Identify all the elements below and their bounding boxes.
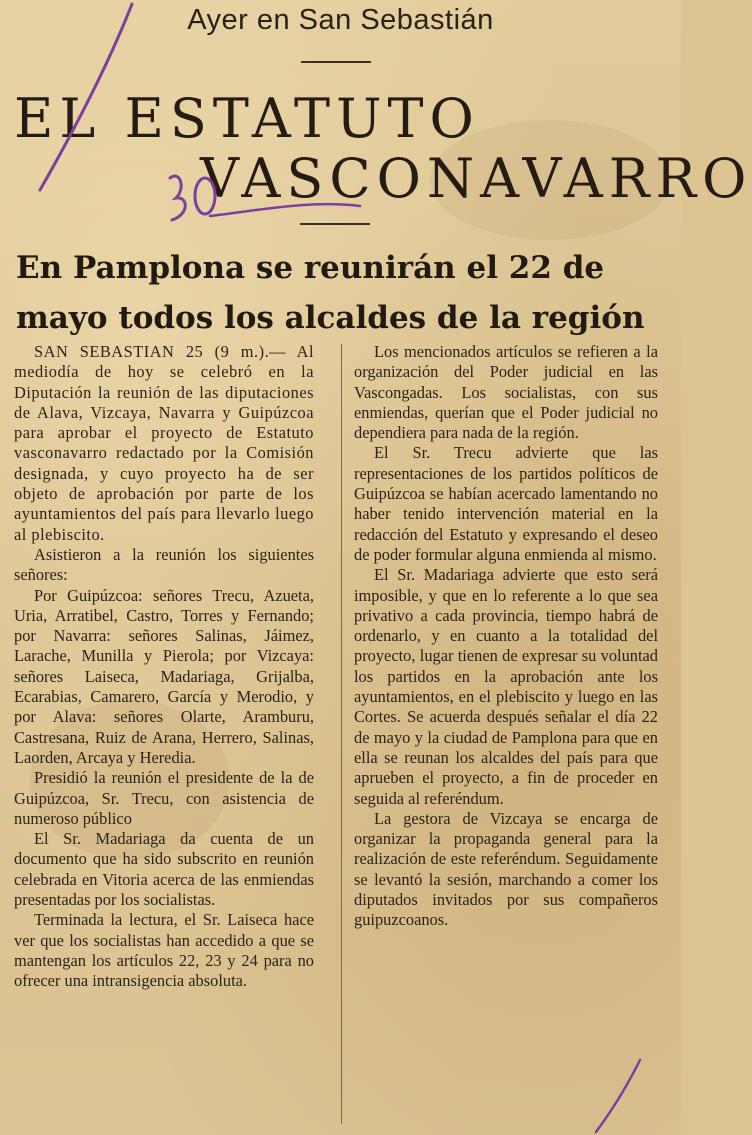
paragraph: SAN SEBASTIAN 25 (9 m.).— Al mediodía de hoy se celebró en la Diputación la reunión de las diputaciones de Alava, Vizcaya, Navarra y Guipúzcoa para aprobar el proyecto de Estatuto vasconavarro redactado por la Comisión designada, y cuyo proyecto ha de ser objeto de aprobación por parte de los ayuntamientos del país para llevarlo luego al plebiscito.	[14, 342, 314, 544]
paragraph: El Sr. Trecu advierte que las representaciones de los partidos políticos de Guipúzcoa se habían acercado lamentando no haber tenido intervención material en la redacción del Estatuto y expresando el deseo de poder formular alguna enmienda al mismo.	[354, 443, 658, 564]
paragraph: Asistieron a la reunión los siguientes señores:	[14, 544, 314, 585]
kicker-title: Ayer en San Sebastián	[187, 4, 494, 36]
paragraph: Los mencionados artículos se refieren a la organización del Poder judicial en las Vascongadas. Los socialistas, con sus enmiendas, querían que el Poder judicial no dependiera para nada de la región.	[354, 342, 658, 443]
paragraph: Terminada la lectura, el Sr. Laiseca hace ver que los socialistas han accedido a que se mantengan los artículos 22, 23 y 24 para no ofrecer una intransigencia absoluta.	[14, 910, 314, 991]
paragraph: Por Guipúzcoa: señores Trecu, Azueta, Uria, Arratibel, Castro, Torres y Fernando; por Navarra: señores Salinas, Jáimez, Larache, Munilla y Pierola; por Vizcaya: señores Laiseca, Madariaga, Grijalba, Ecarabias, Camarero, García y Merodio, y por Alava: señores Olarte, Aramburu, Castresana, Ruiz de Arana, Herrero, Salinas, Laorden, Arcaya y Heredia.	[14, 585, 314, 767]
headline-line-2: VASCONAVARRO	[200, 147, 752, 210]
subheadline-line-2: mayo todos los alcaldes de la región	[16, 300, 645, 336]
paragraph: El Sr. Madariaga advierte que esto será imposible, y que en lo referente a lo que sea privativo a cada provincia, tiempo habrá de ordenarlo, y en cuanto a la totalidad del proyecto, lugar tienen de expresar su voluntad los partidos en la aprobación ante los ayuntamientos, en el plebiscito y luego en las Cortes. Se acuerda después señalar el día 22 de mayo y la ciudad de Pamplona para que en ella se reunan los alcaldes del país para que aprueben el proyecto, a fin de proceder en seguida al referéndum.	[354, 565, 658, 808]
paragraph: La gestora de Vizcaya se encarga de organizar la propaganda general para la realización de este referéndum. Seguidamente se levantó la sesión, marchando a comer los diputados invitados por sus compañeros guipuzcoanos.	[354, 808, 658, 930]
paragraph: Presidió la reunión el presidente de la de Guipúzcoa, Sr. Trecu, con asistencia de numeroso público	[14, 768, 314, 828]
subheadline-line-1: En Pamplona se reunirán el 22 de	[16, 250, 605, 286]
headline-line-1: EL ESTATUTO	[14, 87, 480, 150]
paragraph: El Sr. Madariaga da cuenta de un documento que ha sido subscrito en reunión celebrada en Vitoria acerca de las enmiendas presentadas por los socialistas.	[14, 829, 314, 910]
